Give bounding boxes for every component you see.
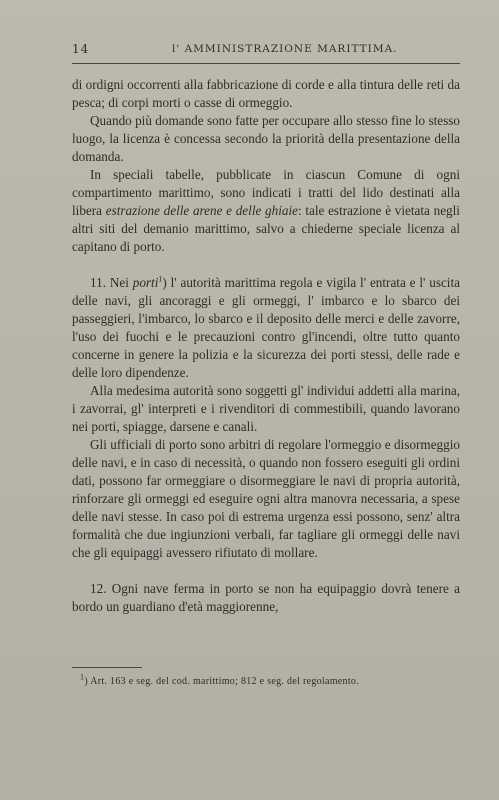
paragraph: Gli ufficiali di porto sono arbitri di regolare l'ormeggio e disormeggio delle navi, e in caso di necessità, o quando non fossero eseguiti gli ordini dati, possono far ormeggiare o disormeggiare le navi di propria autorità, rinforzare gli ormeggi ed eseguire ogni altra manovra necessaria, a spese delle navi stesse. In caso poi di estrema urgenza essi possono, senz' altra formalità che due ingiunzioni verbali, far tagliare gli ormeggi delle navi che gli equipaggi avessero rifiutato di mollare. — [72, 437, 460, 560]
header-rule — [72, 63, 460, 64]
text-span: : tale estrazione è vietata negli altri siti del demanio marittimo, salvo a chiederne speciale licenza al capitano di porto. — [72, 203, 460, 254]
footnote — [72, 672, 460, 689]
footnote-ref: 1 — [158, 274, 163, 284]
paragraph: di ordigni occorrenti alla fabbricazione di corde e alla tintura delle reti da pesca; di corpi morti o casse di ormeggio. — [72, 77, 460, 110]
italic-term: estrazione delle arene e delle ghiaie — [105, 203, 298, 218]
italic-term: porti — [132, 275, 159, 290]
footnote-rule — [72, 667, 142, 668]
footnote-text: ) Art. 163 e seg. del cod. marittimo; 812 e seg. del regolamento. — [84, 676, 360, 687]
body-text — [72, 76, 460, 616]
text-span: ) l' autorità marittima regola e vigila l' entrata e l' uscita delle navi, gli ancoraggi e gli ormeggi, l' imbarco e lo sbarco dei passeggieri, l'imbarco, lo sbarco e il deposito delle merci e delle zavorre, l'uso dei fuochi e le precauzioni contro gl'incendi, oltre tutto quanto concerne in genere la polizia e la sicurezza dei porti stessi, delle rade e delle loro dipendenze. — [72, 275, 460, 380]
paragraph: Quando più domande sono fatte per occupare allo stesso fine lo stesso luogo, la licenza è concessa secondo la priorità della presentazione della domanda. — [72, 113, 460, 164]
section-number: 11. Nei — [90, 275, 133, 290]
paragraph — [72, 274, 460, 382]
footnote-marker: 1 — [80, 672, 85, 682]
page-number: 14 — [72, 42, 90, 56]
text-span: In speciali tabelle, pubblicate in ciascun Comune di ogni compartimento marittimo, sono indicati i tratti del lido destinati alla libera — [72, 167, 460, 218]
running-title: l' AMMINISTRAZIONE MARITTIMA. — [172, 43, 398, 55]
paragraph — [72, 166, 460, 256]
paragraph: Alla medesima autorità sono soggetti gl' individui addetti alla marina, i zavorrai, gl' interpreti e i rivenditori di commestibili, quando lavorano nei porti, spiagge, darsene e canali. — [72, 383, 460, 434]
paragraph: 12. Ogni nave ferma in porto se non ha equipaggio dovrà tenere a bordo un guardiano d'età maggiorenne, — [72, 581, 460, 614]
page-header — [72, 42, 460, 60]
